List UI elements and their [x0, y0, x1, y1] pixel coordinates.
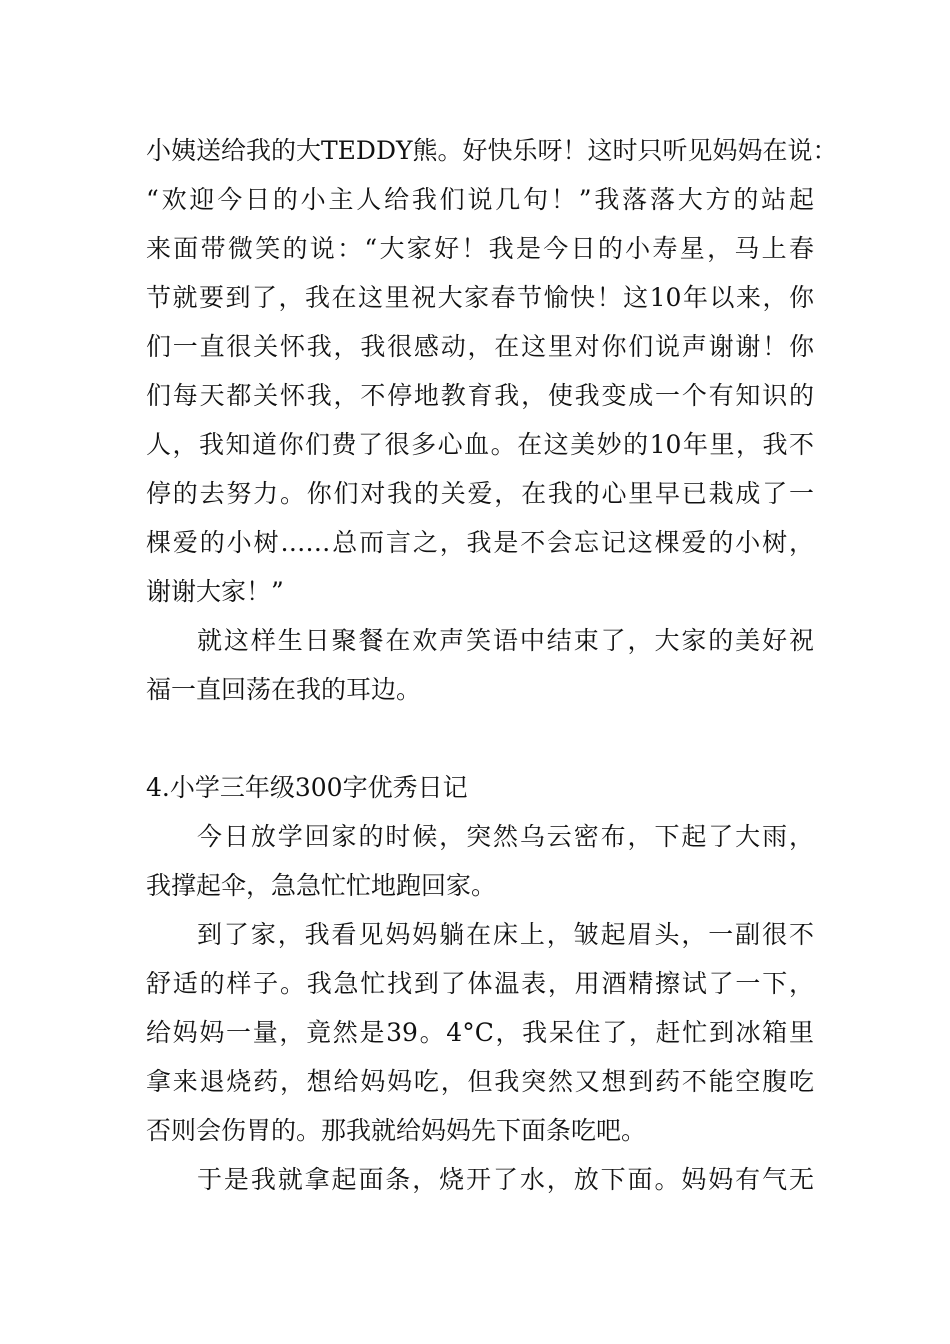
- text-line: 小姨送给我的大TEDDY熊。好快乐呀！这时只听见妈妈在说：: [146, 136, 838, 165]
- text-line: 今日放学回家的时候，突然乌云密布，下起了大雨，: [197, 822, 814, 851]
- text-line: 给妈妈一量，竟然是39。4°C，我呆住了，赶忙到冰箱里: [146, 1018, 814, 1047]
- text-line: 谢谢大家！”: [146, 577, 284, 606]
- text-line: 舒适的样子。我急忙找到了体温表，用酒精擦试了一下，: [146, 969, 814, 998]
- text-line: 否则会伤胃的。那我就给妈妈先下面条吃吧。: [146, 1116, 647, 1145]
- text-line: 们每天都关怀我，不停地教育我，使我变成一个有知识的: [146, 381, 814, 410]
- text-line: 来面带微笑的说：“大家好！我是今日的小寿星，马上春: [146, 234, 814, 263]
- text-line: 我撑起伞，急急忙忙地跑回家。: [146, 871, 497, 900]
- text-line: 福一直回荡在我的耳边。: [146, 675, 422, 704]
- text-line: 人，我知道你们费了很多心血。在这美妙的10年里，我不: [146, 430, 814, 459]
- paragraph: [146, 126, 838, 616]
- paragraph: [146, 910, 814, 1155]
- paragraph: [146, 616, 814, 714]
- paragraph: [146, 1155, 814, 1204]
- text-line: 们一直很关怀我，我很感动，在这里对你们说声谢谢！你: [146, 332, 814, 361]
- section-heading: 4.小学三年级300字优秀日记: [146, 773, 468, 802]
- text-line: 停的去努力。你们对我的关爱，在我的心里早已栽成了一: [146, 479, 814, 508]
- paragraph: [146, 812, 814, 910]
- text-line: 节就要到了，我在这里祝大家春节愉快！这10年以来，你: [146, 283, 814, 312]
- text-line: 到了家，我看见妈妈躺在床上，皱起眉头，一副很不: [197, 920, 814, 949]
- text-line: 拿来退烧药，想给妈妈吃，但我突然又想到药不能空腹吃: [146, 1067, 814, 1096]
- text-line: 棵爱的小树……总而言之，我是不会忘记这棵爱的小树，: [146, 528, 814, 557]
- document-body: [146, 126, 838, 1204]
- blank-line: [146, 714, 814, 763]
- text-line: 就这样生日聚餐在欢声笑语中结束了，大家的美好祝: [197, 626, 814, 655]
- text-line: 于是我就拿起面条，烧开了水，放下面。妈妈有气无: [197, 1165, 814, 1194]
- text-line: “欢迎今日的小主人给我们说几句！”我落落大方的站起: [146, 185, 814, 214]
